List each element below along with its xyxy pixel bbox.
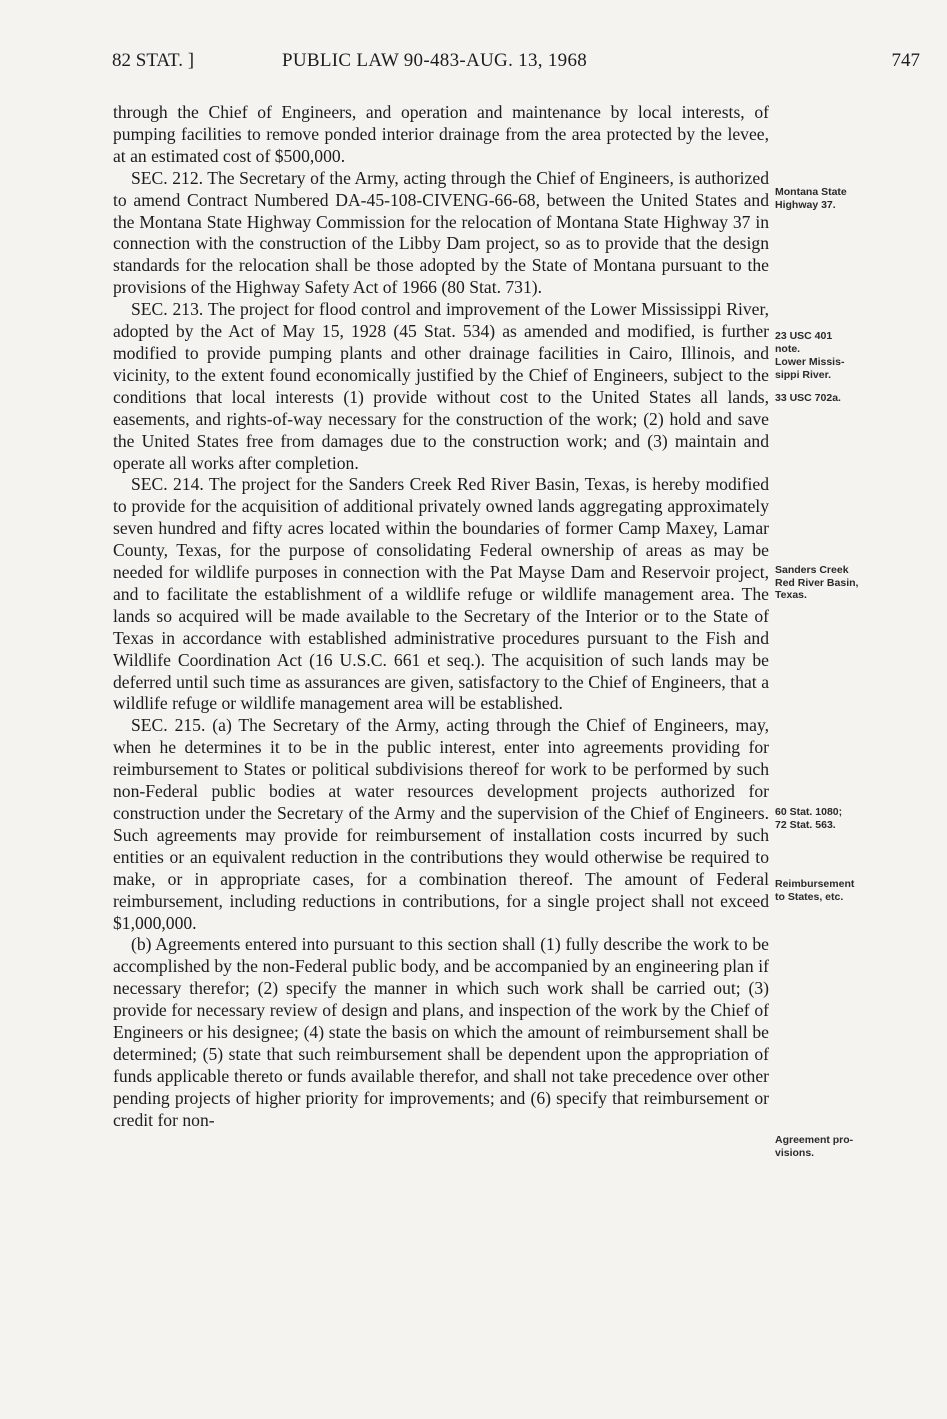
- paragraph-sec-212: SEC. 212. The Secretary of the Army, acting through the Chief of Engineers, is authorized to amend Contract Numbered DA-45-108-CIVENG-66-68, between the United States and the Montana State Highway Commission for the relocation of Montana State Highway 37 in connection with the construction of the Libby Dam project, so as to provide that the design standards for the relocation shall be those adopted by the State of Montana pursuant to the provisions of the Highway Safety Act of 1966 (80 Stat. 731).: [113, 167, 769, 298]
- margin-note-agreement-provisions: Agreement pro- visions.: [775, 1134, 854, 1159]
- margin-note-23-usc-401: 23 USC 401 note.: [775, 330, 833, 355]
- paragraph-sec-214: SEC. 214. The project for the Sanders Creek Red River Basin, Texas, is hereby modified to provide for the acquisition of additional privately owned lands aggregating approximately seven hundred and fifty acres located within the boundaries of former Camp Maxey, Lamar County, Texas, for the purpose of consolidating Federal ownership of areas as may be needed for wildlife purposes in connection with the Pat Mayse Dam and Reservoir project, and to facilitate the establishment of a wildlife refuge or wildlife management area. The lands so acquired will be made available to the Secretary of the Interior or to the State of Texas in accordance with established administrative procedures pursuant to the Fish and Wildlife Coordination Act (16 U.S.C. 661 et seq.). The acquisition of such lands may be deferred until such time as assurances are given, satisfactory to the Chief of Engineers, that a wildlife refuge or wildlife management area will be established.: [113, 474, 769, 714]
- paragraph-continuation: through the Chief of Engineers, and operation and maintenance by local interests, of pumping facilities to remove ponded interior drainage from the area protected by the levee, at an estimated cost of $500,000.: [113, 102, 769, 166]
- page-number: 747: [891, 50, 920, 71]
- statute-volume: 82 STAT. ]: [112, 50, 195, 71]
- margin-note-33-usc-702a: 33 USC 702a.: [775, 392, 841, 404]
- page-title: PUBLIC LAW 90-483-AUG. 13, 1968: [282, 50, 588, 71]
- paragraph-sec-215b: (b) Agreements entered into pursuant to this section shall (1) fully describe the work to be accomplished by the non-Federal public body, and be accompanied by an engineering plan if necessary therefor; (2) specify the manner in which such work shall be carried out; (3) provide for necessary review of design and plans, and inspection of the work by the Chief of Engineers or his designee; (4) state the basis on which the amount of reimbursement shall be determined; (5) state that such reimbursement shall be dependent upon the appropriation of funds applicable thereto or funds available therefor, and shall not take precedence over other pending projects of higher priority for improvements; and (6) specify that reimbursement or credit for non-: [113, 934, 769, 1130]
- body-text: [113, 102, 769, 1132]
- paragraph-sec-213: SEC. 213. The project for flood control and improvement of the Lower Mississippi River, adopted by the Act of May 15, 1928 (45 Stat. 534) as amended and modified, is further modified to provide pumping plants and other drainage facilities in Cairo, Illinois, and vicinity, to the extent found economically justified by the Chief of Engineers, subject to the conditions that local interests (1) provide without cost to the United States all lands, easements, and rights-of-way necessary for the construction of the work; (2) hold and save the United States free from damages due to the construction work; and (3) maintain and operate all works after completion.: [113, 299, 769, 473]
- margin-note-montana: Montana State Highway 37.: [775, 186, 847, 211]
- margin-note-lower-mississippi: Lower Missis- sippi River.: [775, 356, 845, 381]
- page-header: [112, 50, 924, 80]
- margin-note-reimbursement: Reimbursement to States, etc.: [775, 878, 855, 903]
- paragraph-sec-215a: SEC. 215. (a) The Secretary of the Army, acting through the Chief of Engineers, may, when he determines it to be in the public interest, enter into agreements providing for reimbursement to States or political subdivisions thereof for work to be performed by such non-Federal public bodies at water resources development projects authorized for construction under the Secretary of the Army and the supervision of the Chief of Engineers. Such agreements may provide for reimbursement of installation costs incurred by such entities or an equivalent reduction in the contributions they would otherwise be required to make, or in appropriate cases, for a combination thereof. The amount of Federal reimbursement, including reductions in contributions, for a single project shall not exceed $1,000,000.: [113, 715, 769, 933]
- margin-note-stat-1080: 60 Stat. 1080; 72 Stat. 563.: [775, 806, 843, 831]
- margin-note-sanders-creek: Sanders Creek Red River Basin, Texas.: [775, 564, 859, 601]
